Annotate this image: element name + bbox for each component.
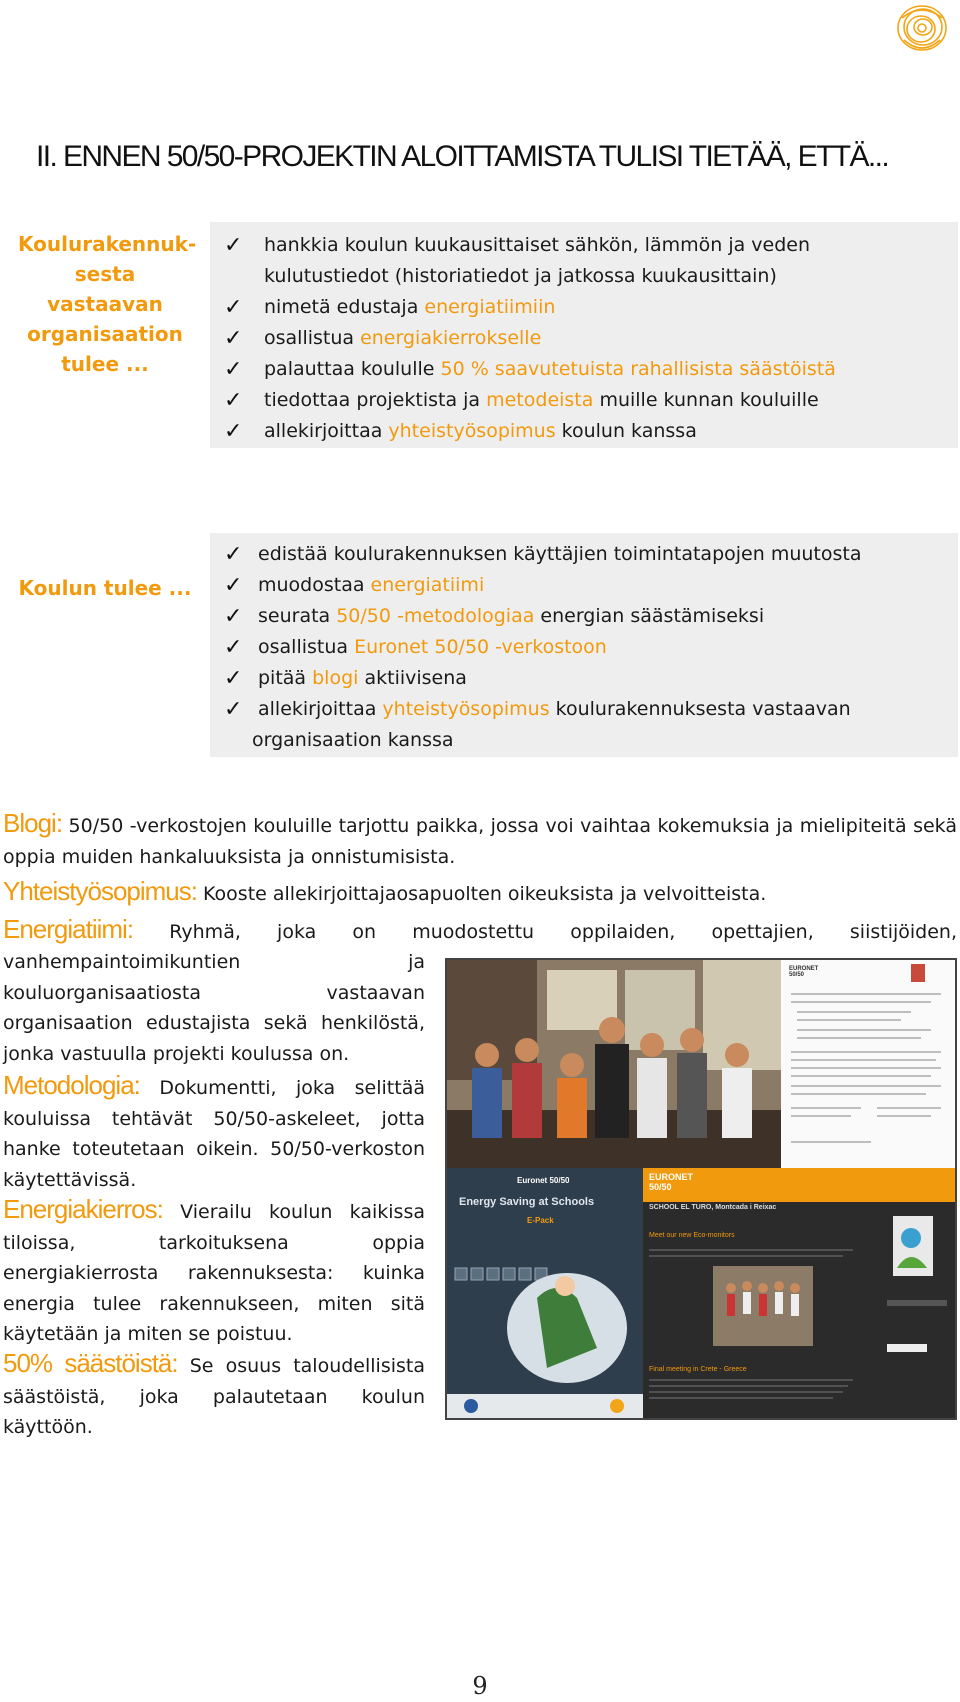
- epack-cover: Euronet 50/50 Energy Saving at Schools E-Pack: [447, 1168, 643, 1418]
- checkmark-icon: ✓: [224, 388, 243, 413]
- list-item: ✓ nimetä edustaja energiatiimiin: [210, 292, 958, 323]
- checkmark-icon: ✓: [224, 666, 243, 691]
- blog-screenshot: EURONET 50/50 SCHOOL EL TURO, Montcada i Reixac Meet our new Eco-monitors Final meeting in Crete - Greece: [643, 1168, 955, 1418]
- definition-saastoista: 50% säästöistä: Se osuus taloudellisista säästöistä, joka palautetaan koulun käyttöön.: [3, 1348, 425, 1438]
- list-item: ✓ osallistua Euronet 50/50 -verkostoon: [210, 632, 958, 663]
- checkmark-icon: ✓: [224, 542, 243, 567]
- spiral-logo-icon: [892, 0, 952, 58]
- list-item: ✓ pitää blogi aktiivisena: [210, 663, 958, 694]
- classroom-photo: [447, 960, 781, 1168]
- checkmark-icon: ✓: [224, 357, 243, 382]
- checkmark-icon: ✓: [224, 326, 243, 351]
- checkmark-icon: ✓: [224, 604, 243, 629]
- list-item: ✓ muodostaa energiatiimi: [210, 570, 958, 601]
- definition-energiatiimi: Energiatiimi: Ryhmä, joka on muodostettu oppilaiden, opettajien, siistijöiden,: [3, 914, 957, 944]
- checkmark-icon: ✓: [224, 573, 243, 598]
- definition-yhteistyosopimus: Yhteistyösopimus: Kooste allekirjoittajaosapuolten oikeuksista ja velvoitteista.: [3, 876, 767, 906]
- checkmark-icon: ✓: [224, 295, 243, 320]
- definition-blogi: Blogi: 50/50 -verkostojen kouluille tarjottu paikka, jossa voi vaihtaa kokemuksia ja mielipiteitä sekä oppia muiden hankaluuksista ja onnistumisista.: [3, 808, 957, 868]
- definition-metodologia: Metodologia: Dokumentti, joka selittää kouluissa tehtävät 50/50-askeleet, jotta hanke toteutetaan oikein. 50/50-verkoston käytettävissä.: [3, 1070, 425, 1191]
- list-item: ✓ seurata 50/50 -metodologiaa energian säästämiseksi: [210, 601, 958, 632]
- checklist-organisation: [210, 222, 958, 448]
- checkmark-icon: ✓: [224, 697, 243, 722]
- definition-energiakierros: Energiakierros: Vierailu koulun kaikissa tiloissa, tarkoituksena oppia energiakierrosta rakennuksesta: kuinka energia tulee rakennukseen, miten sitä käytetään ja miten se poistuu.: [3, 1194, 425, 1345]
- checkmark-icon: ✓: [224, 635, 243, 660]
- definition-energiatiimi-cont: vanhempaintoimikuntien ja kouluorganisaatiosta vastaavan organisaation edustajista sekä henkilöstä, jonka vastuulla projekti koulussa on.: [3, 951, 425, 1065]
- agreement-document: EURONET 50/50: [781, 960, 955, 1168]
- side-label-school: Koulun tulee ...: [18, 576, 192, 600]
- checklist-school: [210, 533, 958, 757]
- checkmark-icon: ✓: [224, 233, 243, 258]
- page-number: 9: [472, 1672, 488, 1700]
- side-label-organisation: Koulurakennuk- sesta vastaavan organisaation tulee ...: [18, 232, 197, 376]
- list-item: ✓ tiedottaa projektista ja metodeista muille kunnan kouluille: [210, 385, 958, 416]
- list-item: ✓ allekirjoittaa yhteistyösopimus koulurakennuksesta vastaavan organisaation kanssa: [210, 694, 958, 756]
- list-item: ✓ allekirjoittaa yhteistyösopimus koulun kanssa: [210, 416, 958, 447]
- photo-collage: [445, 958, 957, 1420]
- checkmark-icon: ✓: [224, 419, 243, 444]
- list-item: ✓ palauttaa koululle 50 % saavutetuista rahallisista säästöistä: [210, 354, 958, 385]
- list-item: ✓ edistää koulurakennuksen käyttäjien toimintatapojen muutosta: [210, 539, 958, 570]
- section-title: II. ENNEN 50/50-PROJEKTIN ALOITTAMISTA TULISI TIETÄÄ, ETTÄ...: [36, 140, 889, 173]
- list-item: ✓ osallistua energiakierrokselle: [210, 323, 958, 354]
- list-item: ✓ hankkia koulun kuukausittaiset sähkön, lämmön ja veden kulutustiedot (historiatiedot ja jatkossa kuukausittain): [210, 230, 958, 292]
